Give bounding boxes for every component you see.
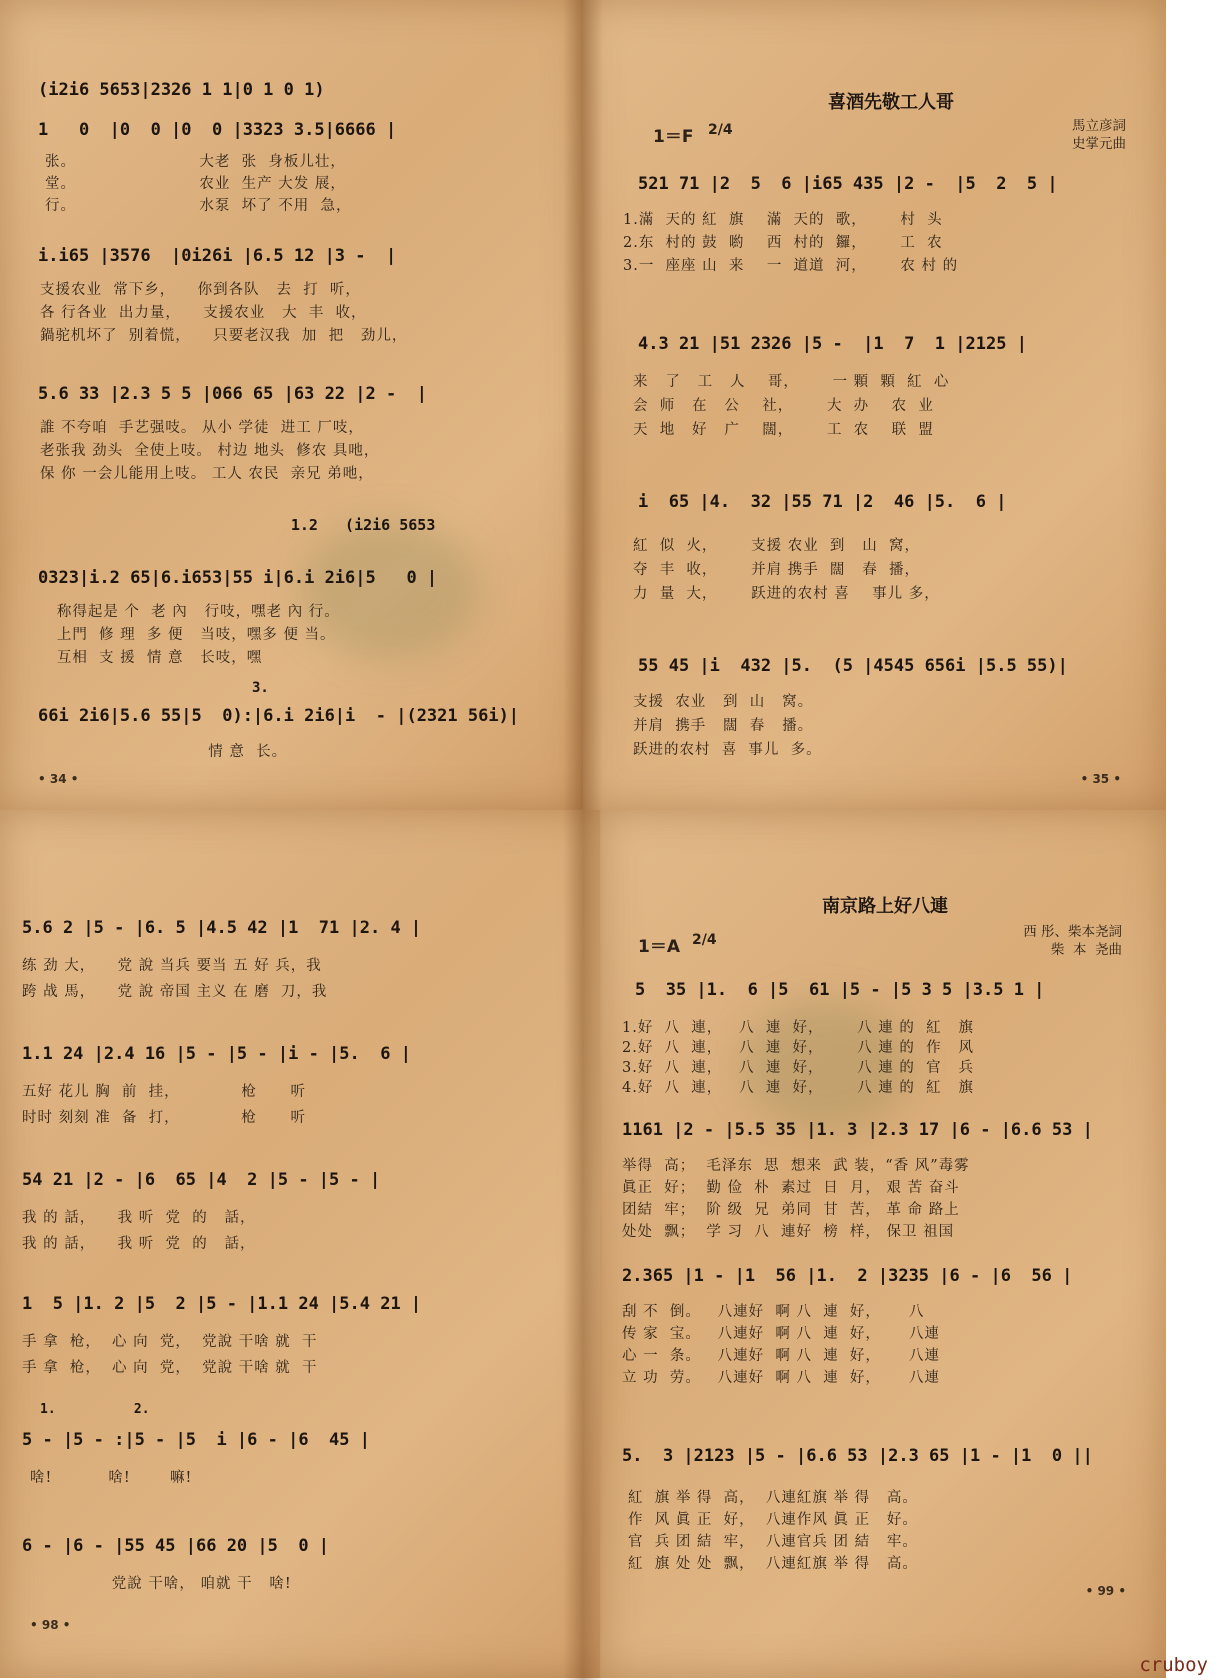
book-spine <box>563 0 603 1680</box>
page-34 <box>0 0 583 810</box>
lyric-line: 并肩 携手 闊 春 播。 <box>633 718 814 734</box>
lyric-line: 举得 高； 毛泽东 思 想来 武 装，“香 风”毒雾 <box>622 1158 970 1174</box>
lyric-line: 天 地 好 广 闊， 工 农 联 盟 <box>633 422 934 438</box>
notation-line: 0323|i.2 65|6.i653|55 i|6.i 2i6|5 0 | <box>38 568 438 588</box>
lyric-line: 官 兵 团 結 牢， 八連官兵 团 結 牢。 <box>628 1534 918 1550</box>
notation-line: 54 21 |2 - |6 65 |4 2 |5 - |5 - | <box>22 1170 381 1190</box>
lyric-line: 堂。 农业 生产 大发 展， <box>45 176 346 192</box>
lyric-line: 1.好 八 連， 八 連 好， 八 連 的 紅 旗 <box>622 1020 974 1036</box>
lyric-line: 夺 丰 收， 并肩 携手 闊 春 播， <box>633 562 920 578</box>
lyric-line: 立 功 劳。 八連好 啊 八 連 好， 八連 <box>622 1370 940 1386</box>
lyric-line: 4.好 八 連， 八 連 好， 八 連 的 紅 旗 <box>622 1080 974 1096</box>
notation-line: 5. 3 |2123 |5 - |6.6 53 |2.3 65 |1 - |1 0 || <box>622 1446 1093 1466</box>
key-signature: 1＝A <box>638 937 680 957</box>
lyric-line: 心 一 条。 八連好 啊 八 連 好， 八連 <box>622 1348 940 1364</box>
lyric-line: 3.一 座座 山 来 一 道道 河， 农 村 的 <box>623 258 959 274</box>
notation-line: 55 45 |i 432 |5. (5 |4545 656i |5.5 55)| <box>638 656 1068 676</box>
song-title: 喜酒先敬工人哥 <box>828 92 954 113</box>
lyric-line: 1.滿 天的 紅 旗 滿 天的 歌， 村 头 <box>623 212 943 228</box>
notation-line: 4.3 21 |51 2326 |5 - |1 7 1 |2125 | <box>638 334 1027 354</box>
volta-mark: 3. <box>252 680 269 696</box>
composer-credit: 史掌元曲 <box>1072 136 1126 152</box>
watermark: cruboy <box>1139 1654 1208 1676</box>
lyric-line: 跃进的农村 喜 事儿 多。 <box>633 742 822 758</box>
lyric-line: 刮 不 倒。 八連好 啊 八 連 好， 八 <box>622 1304 925 1320</box>
lyric-line: 鍋驼机坏了 别着慌， 只要老汉我 加 把 劲儿， <box>40 328 408 344</box>
page-35 <box>583 0 1166 810</box>
lyric-line: 各 行各业 出力量， 支援农业 大 丰 收， <box>40 305 367 321</box>
lyric-line: 互相 支 援 情 意 长吱，嘿 <box>40 650 263 666</box>
time-signature: 2/4 <box>708 122 733 138</box>
notation-line: i 65 |4. 32 |55 71 |2 46 |5. 6 | <box>638 492 1007 512</box>
lyric-line: 紅 旗 举 得 高， 八連紅旗 举 得 高。 <box>628 1490 918 1506</box>
lyric-line: 紅 似 火， 支援 农业 到 山 窝， <box>633 538 920 554</box>
notation-line: 1.1 24 |2.4 16 |5 - |5 - |i - |5. 6 | <box>22 1044 411 1064</box>
lyric-line: 保 你 一会儿能用上吱。 工人 农民 亲兄 弟吔， <box>40 466 374 482</box>
lyric-line: 2.东 村的 鼓 喲 西 村的 鑼， 工 农 <box>623 235 943 251</box>
lyric-line: 誰 不夸咱 手艺强吱。 从小 学徒 进工 厂吱， <box>40 420 364 436</box>
lyric-line: 处处 飘； 学 习 八 連好 榜 样， 保卫 祖国 <box>622 1224 955 1240</box>
lyric-line: 我 的 話， 我 听 党 的 話， <box>22 1210 256 1226</box>
lyric-line: 紅 旗 处 处 飘， 八連紅旗 举 得 高。 <box>628 1556 918 1572</box>
lyric-line: 作 风 眞 正 好， 八連作风 眞 正 好。 <box>628 1512 918 1528</box>
lyric-line: 党說 干啥， 咱就 干 啥! <box>22 1576 292 1592</box>
notation-line: 521 71 |2 5 6 |i65 435 |2 - |5 2 5 | <box>638 174 1058 194</box>
notation-line: 66i 2i6|5.6 55|5 0):|6.i 2i6|i - |(2321 56i)| <box>38 706 520 726</box>
notation-line: 6 - |6 - |55 45 |66 20 |5 0 | <box>22 1536 330 1556</box>
volta-mark: 1. 2. <box>40 1402 150 1417</box>
lyric-line: 时时 刻刻 准 备 打， 枪 听 <box>22 1110 307 1126</box>
lyric-line: 团結 牢； 阶 级 兄 弟同 甘 苦， 革 命 路上 <box>622 1202 960 1218</box>
lyric-line: 手 拿 枪， 心 向 党， 党說 干啥 就 干 <box>22 1334 318 1350</box>
lyric-line: 手 拿 枪， 心 向 党， 党說 干啥 就 干 <box>22 1360 318 1376</box>
page-number: • 98 • <box>30 1618 71 1632</box>
lyric-line: 眞正 好； 勤 俭 朴 素过 日 月， 艰 苦 奋斗 <box>622 1180 960 1196</box>
page-number: • 99 • <box>1085 1584 1126 1598</box>
page-number: • 35 • <box>1080 772 1121 786</box>
lyric-line: 张。 大老 张 身板儿壮， <box>45 154 346 170</box>
lyricist-credit: 馬立彦詞 <box>1072 118 1126 134</box>
page-99 <box>600 810 1166 1678</box>
time-signature: 2/4 <box>692 932 717 948</box>
lyric-line: 支援农业 常下乡， 你到各队 去 打 听， <box>40 282 361 298</box>
notation-line: 5.6 33 |2.3 5 5 |066 65 |63 22 |2 - | <box>38 384 427 404</box>
lyric-line: 2.好 八 連， 八 連 好， 八 連 的 作 风 <box>622 1040 974 1056</box>
lyric-line: 五好 花儿 胸 前 挂， 枪 听 <box>22 1084 307 1100</box>
notation-line: 1161 |2 - |5.5 35 |1. 3 |2.3 17 |6 - |6.6 53 | <box>622 1120 1093 1140</box>
song-title: 南京路上好八連 <box>822 896 948 917</box>
lyric-line: 情 意 长。 <box>40 744 288 760</box>
lyric-line: 支援 农业 到 山 窝。 <box>633 694 814 710</box>
notation-line: 5 - |5 - :|5 - |5 i |6 - |6 45 | <box>22 1430 370 1450</box>
page-number: • 34 • <box>38 772 79 786</box>
lyric-line: 老张我 劲头 全使上吱。 村边 地头 修农 具吔， <box>40 443 380 459</box>
lyric-line: 会 师 在 公 社， 大 办 农 业 <box>633 398 934 414</box>
notation-line: 5 35 |1. 6 |5 61 |5 - |5 3 5 |3.5 1 | <box>635 980 1045 1000</box>
notation-line: 2.365 |1 - |1 56 |1. 2 |3235 |6 - |6 56 | <box>622 1266 1073 1286</box>
lyric-line: 上門 修 理 多 便 当吱，嘿多 便 当。 <box>40 627 336 643</box>
lyric-line: 我 的 話， 我 听 党 的 話， <box>22 1236 256 1252</box>
lyric-line: 称得起是 个 老 內 行吱，嘿老 內 行。 <box>40 604 340 620</box>
notation-line: 5.6 2 |5 - |6. 5 |4.5 42 |1 71 |2. 4 | <box>22 918 422 938</box>
composer-credit: 柴 本 尧曲 <box>1050 942 1122 958</box>
lyric-line: 练 劲 大， 党 說 当兵 要当 五 好 兵，我 <box>22 958 322 974</box>
lyric-line: 力 量 大， 跃进的农村 喜 事儿 多， <box>633 586 940 602</box>
lyric-line: 跨 战 馬， 党 說 帝国 主义 在 磨 刀，我 <box>22 984 328 1000</box>
lyric-line: 啥! 啥! 嘛! <box>30 1470 193 1486</box>
page-98 <box>0 810 600 1678</box>
key-signature: 1＝F <box>653 127 694 147</box>
lyric-line: 行。 水泵 坏了 不用 急， <box>45 198 352 214</box>
notation-line: 1 0 |0 0 |0 0 |3323 3.5|6666 | <box>38 120 397 140</box>
notation-line: 1 5 |1. 2 |5 2 |5 - |1.1 24 |5.4 21 | <box>22 1294 422 1314</box>
lyric-line: 3.好 八 連， 八 連 好， 八 連 的 官 兵 <box>622 1060 974 1076</box>
lyric-line: 传 家 宝。 八連好 啊 八 連 好， 八連 <box>622 1326 940 1342</box>
lyricist-credit: 西 彤、柴本尧詞 <box>1023 924 1122 940</box>
lyric-line: 来 了 工 人 哥， 一 顆 顆 紅 心 <box>633 374 950 390</box>
notation-line: 1.2 (i2i6 5653 <box>38 516 436 534</box>
notation-line: i.i65 |3576 |0i26i |6.5 12 |3 - | <box>38 246 397 266</box>
notation-line: (i2i6 5653|2326 1 1|0 1 0 1) <box>38 80 325 100</box>
